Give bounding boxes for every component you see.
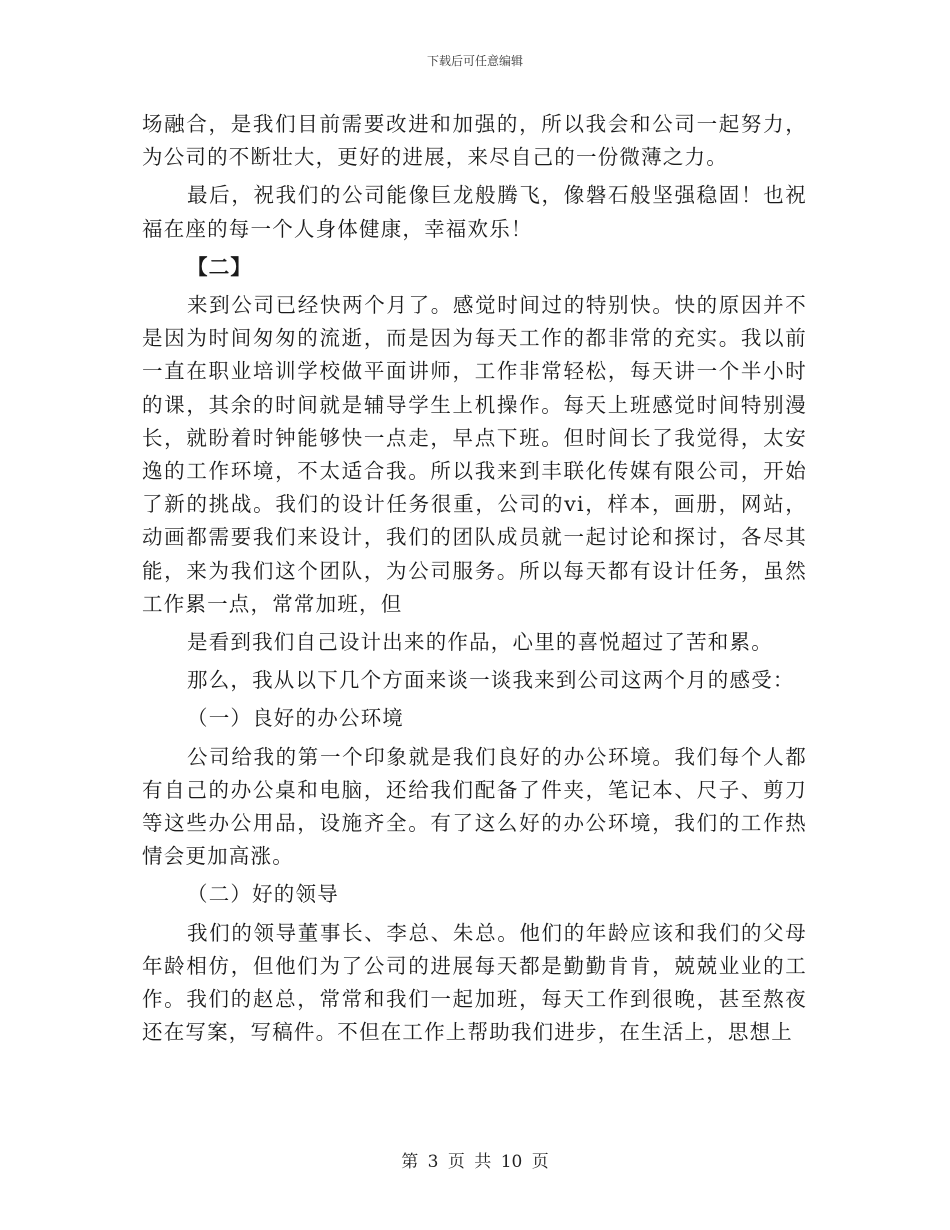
paragraph: 那么，我从以下几个方面来谈一谈我来到公司这两个月的感受： [187, 668, 795, 693]
subsection-heading: （一）良好的办公环境 [187, 706, 404, 731]
paragraph: 是看到我们自己设计出来的作品，心里的喜悦超过了苦和累。 [187, 630, 773, 655]
paragraph: 公司给我的第一个印象就是我们良好的办公环境。我们每个人都有自己的办公桌和电脑，还给我们配备了件夹，笔记本、尺子、剪刀等这些办公用品，设施齐全。有了这么好的办公环境，我们的工作热情会更加高涨。 [142, 744, 807, 869]
paragraph: 最后，祝我们的公司能像巨龙般腾飞，像磐石般坚强稳固！也祝福在座的每一个人身体健康，幸福欢乐！ [142, 183, 807, 241]
page-header: 下载后可任意编辑 [426, 54, 523, 68]
paragraph: 场融合，是我们目前需要改进和加强的，所以我会和公司一起努力，为公司的不断壮大，更好的进展，来尽自己的一份微薄之力。 [142, 112, 807, 170]
paragraph: 来到公司已经快两个月了。感觉时间过的特别快。快的原因并不是因为时间匆匆的流逝，而是因为每天工作的都非常的充实。我以前一直在职业培训学校做平面讲师，工作非常轻松，每天讲一个半小时的课，其余的时间就是辅导学生上机操作。每天上班感觉时间特别漫长，就盼着时钟能够快一点走，早点下班。但时间长了我觉得，太安逸的工作环境，不太适合我。所以我来到丰联化传媒有限公司，开始了新的挑战。我们的设计任务很重，公司的vi，样本，画册，网站，动画都需要我们来设计，我们的团队成员就一起讨论和探讨，各尽其能，来为我们这个团队，为公司服务。所以每天都有设计任务，虽然工作累一点，常常加班，但 [142, 293, 807, 616]
paragraph: 我们的领导董事长、李总、朱总。他们的年龄应该和我们的父母年龄相仿，但他们为了公司的进展每天都是勤勤肯肯，兢兢业业的工作。我们的赵总，常常和我们一起加班，每天工作到很晚，甚至熬夜还在写案，写稿件。不但在工作上帮助我们进步，在生活上，思想上 [142, 920, 807, 1045]
section-heading: 【二】 [187, 254, 253, 279]
subsection-heading: （二）好的领导 [187, 882, 339, 907]
page-number: 第 3 页 共 10 页 [401, 1152, 549, 1172]
document-body [142, 108, 807, 1054]
